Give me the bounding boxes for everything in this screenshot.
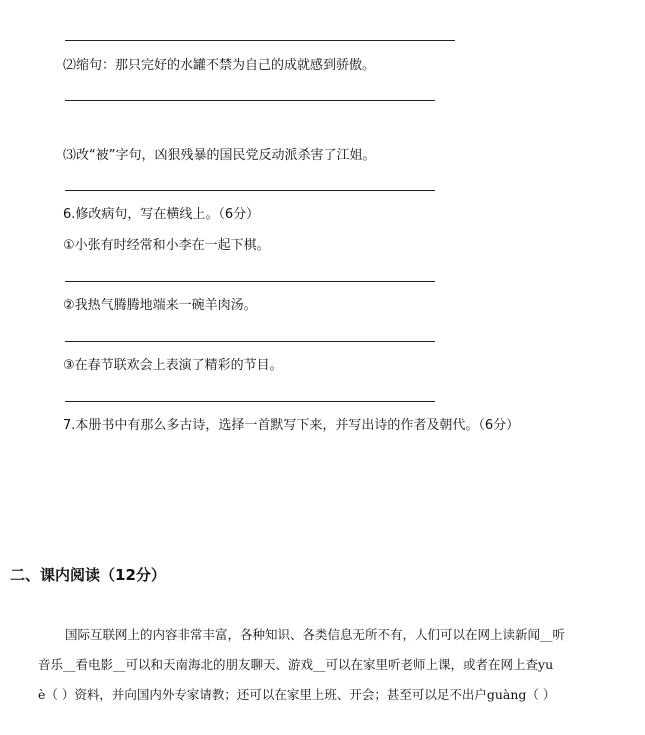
question-6-2: ②我热气腾腾地端来一碗羊肉汤。 <box>63 298 257 313</box>
question-5-3: ⑶改“被”字句，凶狠残暴的国民党反动派杀害了江姐。 <box>63 148 376 163</box>
answer-line-q6-3 <box>65 401 435 402</box>
question-5-2: ⑵缩句：那只完好的水罐不禁为自己的成就感到骄傲。 <box>63 58 376 73</box>
question-6-1: ①小张有时经常和小李在一起下棋。 <box>63 238 270 253</box>
question-6-title: 6.修改病句，写在横线上。（6分） <box>63 207 260 222</box>
reading-paragraph-line-3: è（ ）资料，并向国内外专家请教；还可以在家里上班、开会；甚至可以足不出户guàng（ ） <box>38 687 556 702</box>
question-6-3: ③在春节联欢会上表演了精彩的节目。 <box>63 358 283 373</box>
answer-line-top <box>65 40 455 41</box>
answer-line-q6-2 <box>65 341 435 342</box>
answer-line-q6-1 <box>65 281 435 282</box>
reading-paragraph-line-2: 音乐__看电影__可以和天南海北的朋友聊天、游戏__可以在家里听老师上课，或者在网上查yu <box>38 657 554 672</box>
answer-line-q5-3 <box>65 190 435 191</box>
section-2-heading: 二、课内阅读（12分） <box>10 566 166 584</box>
reading-paragraph-line-1: 国际互联网上的内容非常丰富，各种知识、各类信息无所不有，人们可以在网上读新闻__听 <box>65 627 566 642</box>
answer-line-q5-2 <box>65 100 435 101</box>
question-7: 7.本册书中有那么多古诗，选择一首默写下来，并写出诗的作者及朝代。（6分） <box>63 418 520 433</box>
